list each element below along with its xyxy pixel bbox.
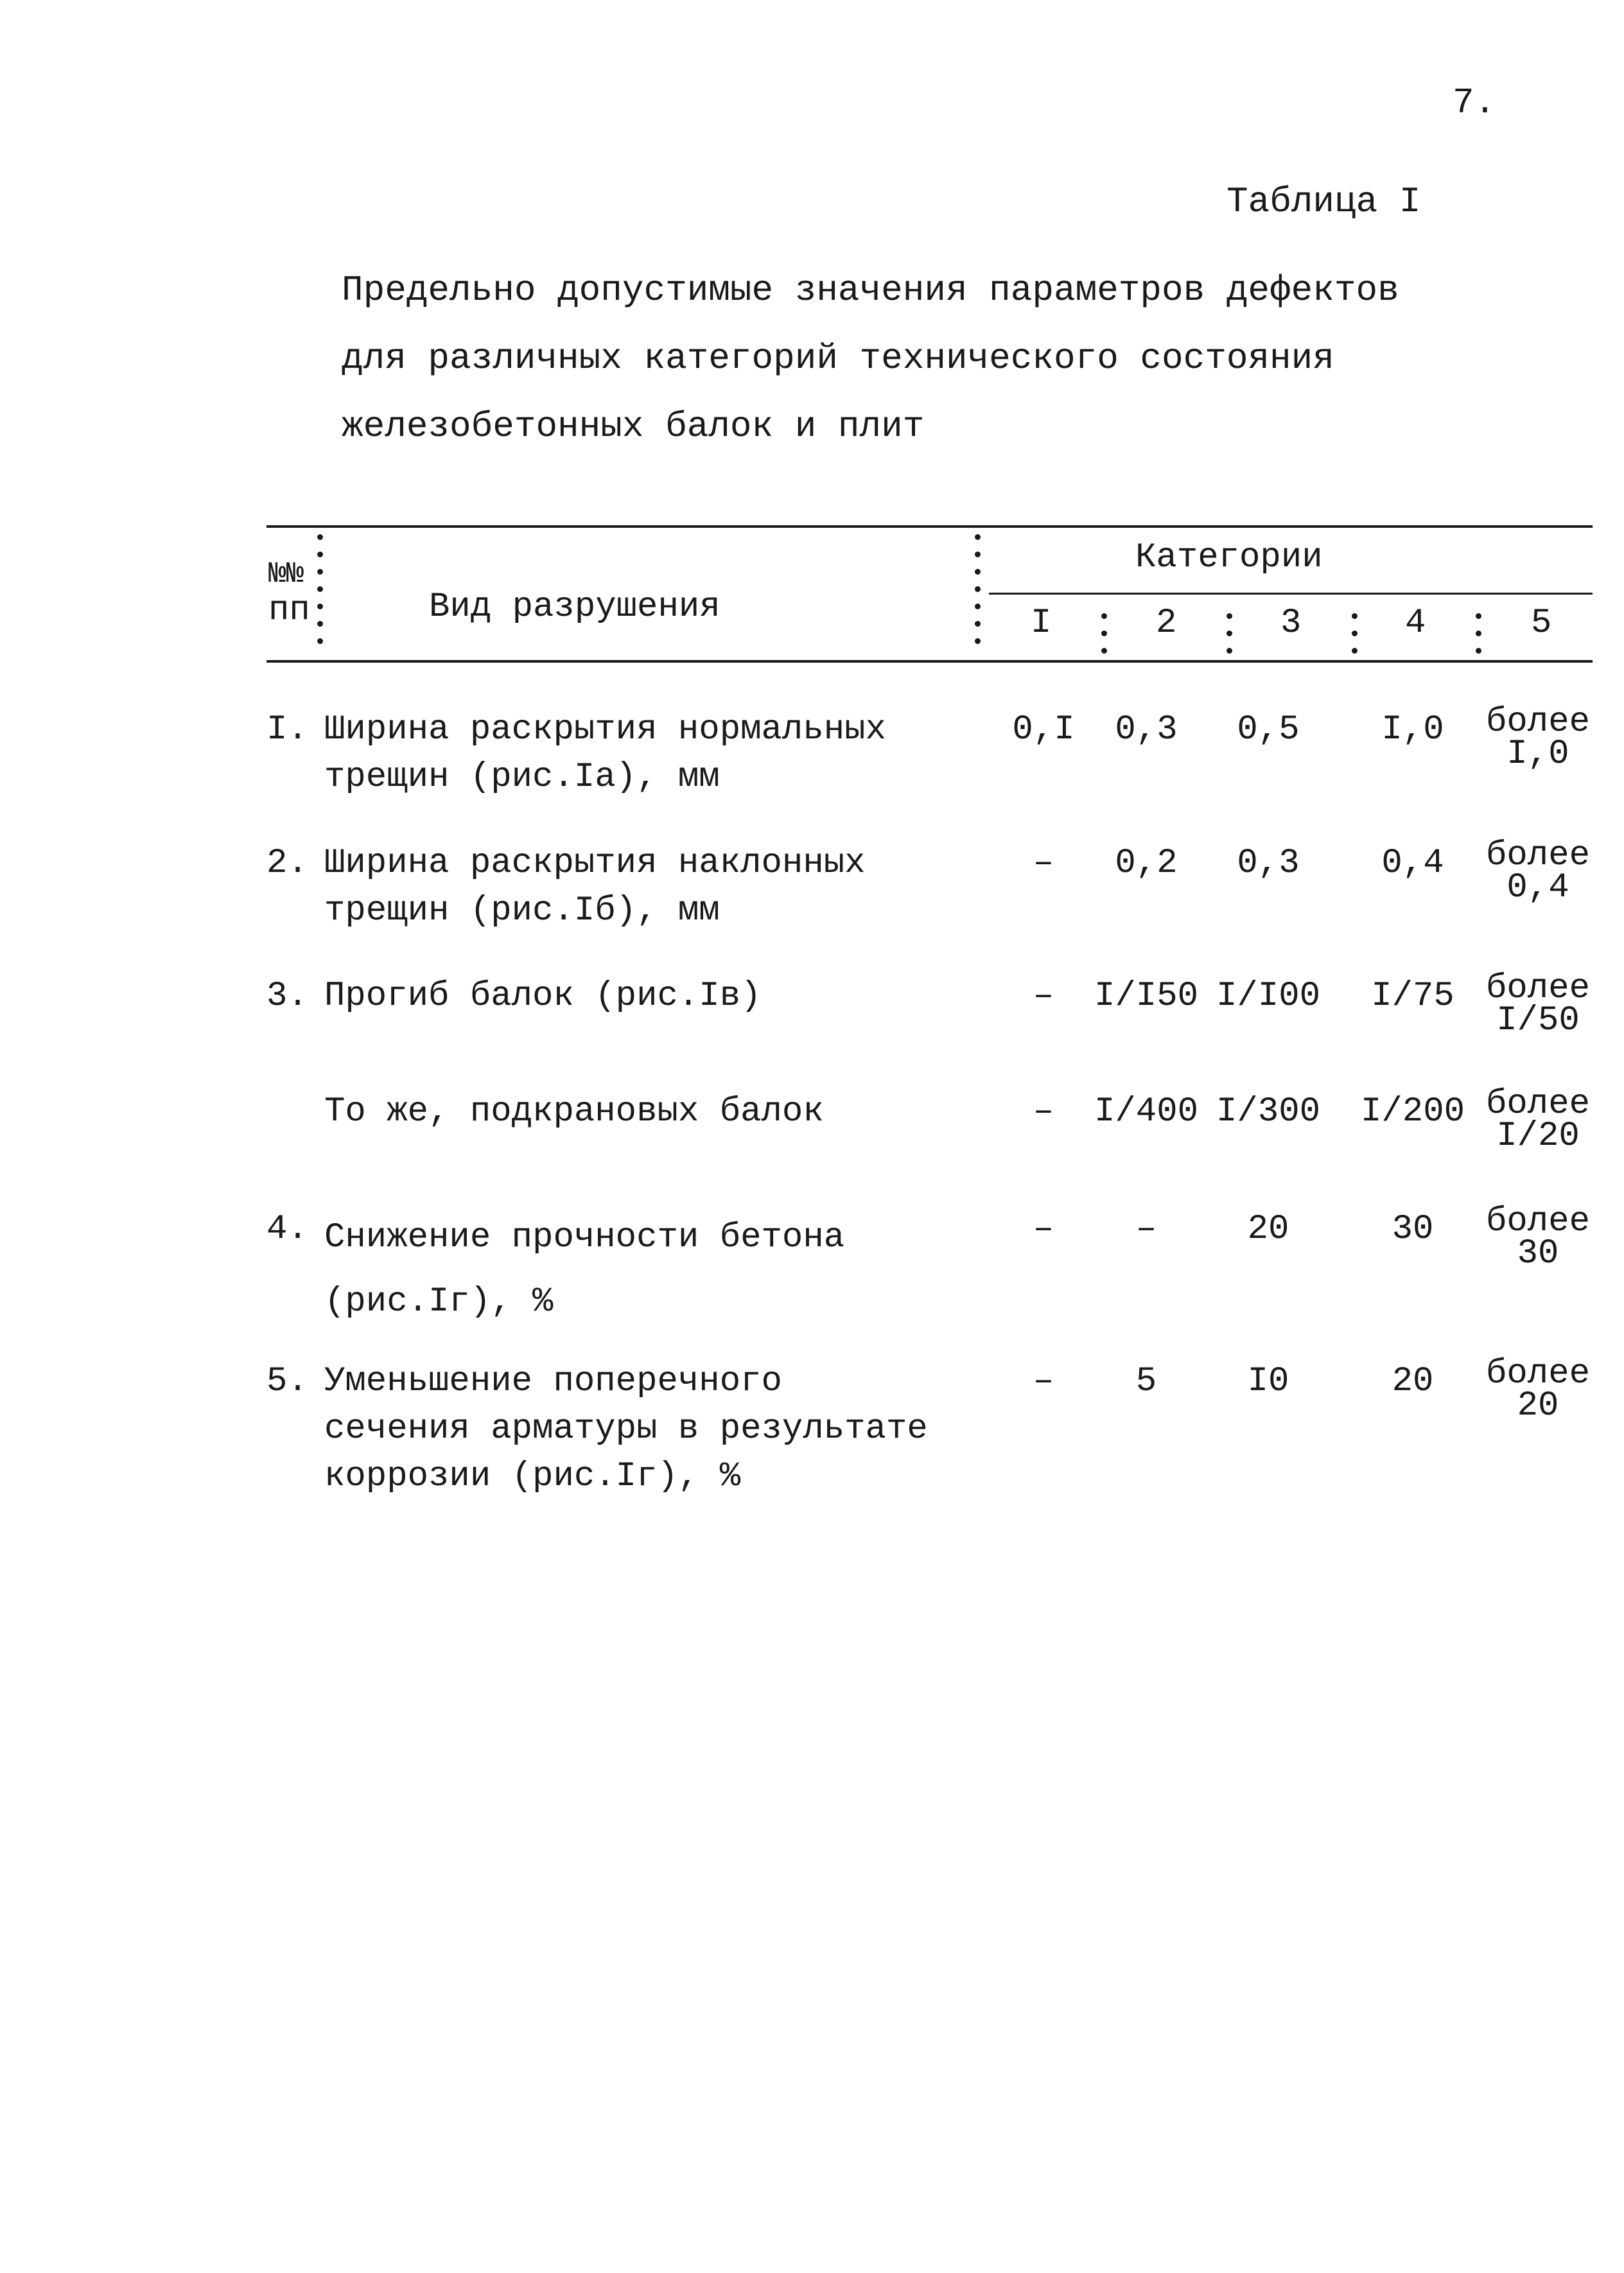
row-2-number: 2. [266, 844, 308, 883]
category-5: 5 [1531, 604, 1552, 643]
category-2: 2 [1156, 604, 1177, 643]
row-5-cat-4: 20 [1392, 1362, 1434, 1401]
row-3a-description: То же, подкрановых балок [324, 1092, 824, 1131]
row-1-number: I. [266, 710, 308, 749]
caption-line-1: Предельно допустимые значения параметров дефектов [342, 270, 1399, 311]
num-header-top: №№ [268, 557, 304, 591]
category-4: 4 [1405, 604, 1426, 643]
row-3a-cat-3: I/300 [1216, 1092, 1321, 1131]
row-4-description: Снижение прочности бетона (рис.Iг), % [324, 1218, 845, 1321]
row-3-cat-4: I/75 [1371, 977, 1454, 1016]
table-top-rule [266, 525, 1593, 528]
row-4-cat-4: 30 [1392, 1210, 1434, 1249]
caption-line-3: железобетонных балок и плит [342, 406, 925, 447]
row-5-cat-5: более 20 [1485, 1354, 1591, 1425]
row-3-number: 3. [266, 977, 308, 1016]
row-4-cat-1: – [1033, 1210, 1054, 1249]
row-1-cat-1: 0,I [1012, 710, 1075, 749]
row-4-cat-5: более 30 [1485, 1202, 1591, 1273]
row-4-cat-3: 20 [1247, 1210, 1289, 1249]
row-2-cat-1: – [1033, 844, 1054, 883]
type-column-separator [975, 534, 981, 656]
row-2-cat-3: 0,3 [1237, 844, 1300, 883]
row-1-cat-4: I,0 [1381, 710, 1444, 749]
num-column-separator [317, 534, 324, 656]
header-bottom-rule [266, 660, 1593, 663]
cat-separator-1 [1101, 613, 1108, 665]
row-2-cat-5: более 0,4 [1485, 836, 1591, 907]
row-2-cat-4: 0,4 [1381, 844, 1444, 883]
category-3: 3 [1280, 604, 1302, 643]
row-3-description: Прогиб балок (рис.Iв) [324, 977, 762, 1016]
row-3a-cat-2: I/400 [1094, 1092, 1199, 1131]
cat-separator-4 [1476, 613, 1482, 665]
row-3-cat-3: I/I00 [1216, 977, 1321, 1016]
row-3-cat-2: I/I50 [1094, 977, 1199, 1016]
row-1-description: Ширина раскрытия нормальных трещин (рис.Iа), мм [324, 710, 886, 797]
row-1-cat-5: более I,0 [1485, 702, 1591, 774]
row-3-cat-5: более I/50 [1485, 969, 1591, 1040]
row-3a-cat-5: более I/20 [1485, 1084, 1591, 1156]
categories-divider-rule [989, 593, 1593, 595]
row-2-cat-2: 0,2 [1115, 844, 1178, 883]
row-4-number: 4. [266, 1210, 308, 1249]
row-2-description: Ширина раскрытия наклонных трещин (рис.Iб), мм [324, 844, 866, 930]
table-label: Таблица I [1227, 181, 1421, 222]
categories-header: Категории [1135, 538, 1323, 577]
cat-separator-2 [1227, 613, 1233, 665]
type-header: Вид разрушения [429, 588, 720, 627]
row-1-cat-3: 0,5 [1237, 710, 1300, 749]
row-5-cat-2: 5 [1135, 1362, 1157, 1401]
row-5-number: 5. [266, 1362, 308, 1401]
row-5-description: Уменьшение поперечного сечения арматуры в результате коррозии (рис.Iг), % [324, 1362, 928, 1496]
row-5-cat-1: – [1033, 1362, 1054, 1401]
row-3-cat-1: – [1033, 977, 1054, 1016]
category-1: I [1031, 604, 1052, 643]
row-3a-cat-4: I/200 [1360, 1092, 1465, 1131]
row-3a-cat-1: – [1033, 1092, 1054, 1131]
num-header-bottom: пп [268, 591, 310, 630]
row-5-cat-3: I0 [1247, 1362, 1289, 1401]
caption-line-2: для различных категорий технического состояния [342, 338, 1334, 379]
row-1-cat-2: 0,3 [1115, 710, 1178, 749]
page-number: 7. [1453, 82, 1496, 123]
cat-separator-3 [1352, 613, 1358, 665]
row-4-cat-2: – [1135, 1210, 1157, 1249]
